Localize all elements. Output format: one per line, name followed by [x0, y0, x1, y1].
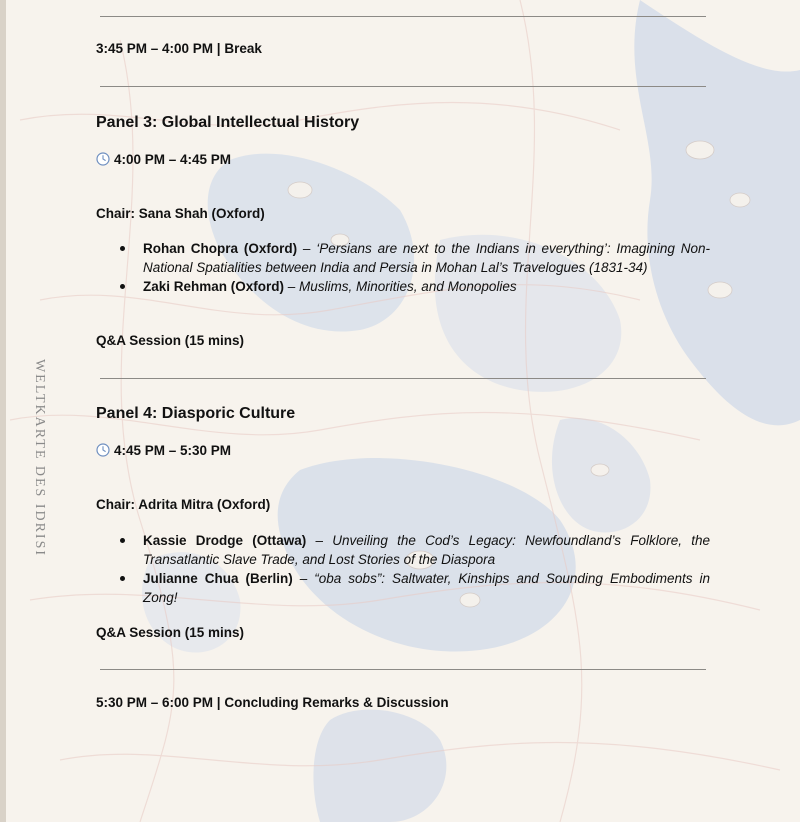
panel-4-time [96, 443, 231, 458]
bullet [120, 538, 125, 543]
panel-4-talk-list [96, 531, 710, 607]
separator: – [292, 571, 315, 586]
divider [100, 378, 706, 379]
clock-icon [96, 443, 110, 457]
bullet [120, 246, 125, 251]
speaker-name: Zaki Rehman (Oxford) [143, 279, 285, 294]
talk-title: Unveiling the Cod’s Legacy: Newfoundland’s Folklore, the Transatlantic Slave Trade, and Lost Stories of the Diaspora [143, 533, 710, 567]
speaker-name: Rohan Chopra (Oxford) [143, 241, 298, 256]
map-watermark-text: WELTKARTE DES IDRISI [32, 358, 48, 558]
bullet [120, 576, 125, 581]
talk-title: Muslims, Minorities, and Monopolies [299, 279, 517, 294]
panel-4-chair: Chair: Adrita Mitra (Oxford) [96, 497, 271, 512]
panel-4-qa: Q&A Session (15 mins) [96, 625, 245, 640]
bullet [120, 284, 125, 289]
separator: – [306, 533, 333, 548]
divider [100, 16, 706, 17]
speaker-name: Kassie Drodge (Ottawa) [143, 533, 307, 548]
divider [100, 669, 706, 670]
talk-title: “oba sobs”: Saltwater, Kinships and Sounding Embodiments in Zong! [143, 571, 710, 605]
panel-4-time-text: 4:45 PM – 5:30 PM [114, 443, 232, 458]
separator: – [297, 241, 317, 256]
panel-4-title: Panel 4: Diasporic Culture [96, 405, 296, 422]
speaker-name: Julianne Chua (Berlin) [143, 571, 293, 586]
panel-3-qa: Q&A Session (15 mins) [96, 333, 245, 348]
list-item [96, 531, 710, 569]
divider [100, 86, 706, 87]
panel-3-time [96, 152, 231, 167]
panel-3-chair: Chair: Sana Shah (Oxford) [96, 206, 265, 221]
clock-icon [96, 152, 110, 166]
closing-slot: 5:30 PM – 6:00 PM | Concluding Remarks & Discussion [96, 695, 449, 710]
list-item [96, 239, 710, 277]
panel-3-title: Panel 3: Global Intellectual History [96, 114, 360, 131]
panel-3-talk-list [96, 239, 710, 296]
talk-title: ‘Persians are next to the Indians in everything’: Imagining Non-National Spatialities between India and Persia in Mohan Lal’s Travelogues (1831-34) [143, 241, 710, 275]
separator: – [284, 279, 300, 294]
list-item [96, 277, 710, 296]
panel-3-time-text: 4:00 PM – 4:45 PM [114, 152, 232, 167]
list-item [96, 569, 710, 607]
break-slot: 3:45 PM – 4:00 PM | Break [96, 41, 262, 56]
